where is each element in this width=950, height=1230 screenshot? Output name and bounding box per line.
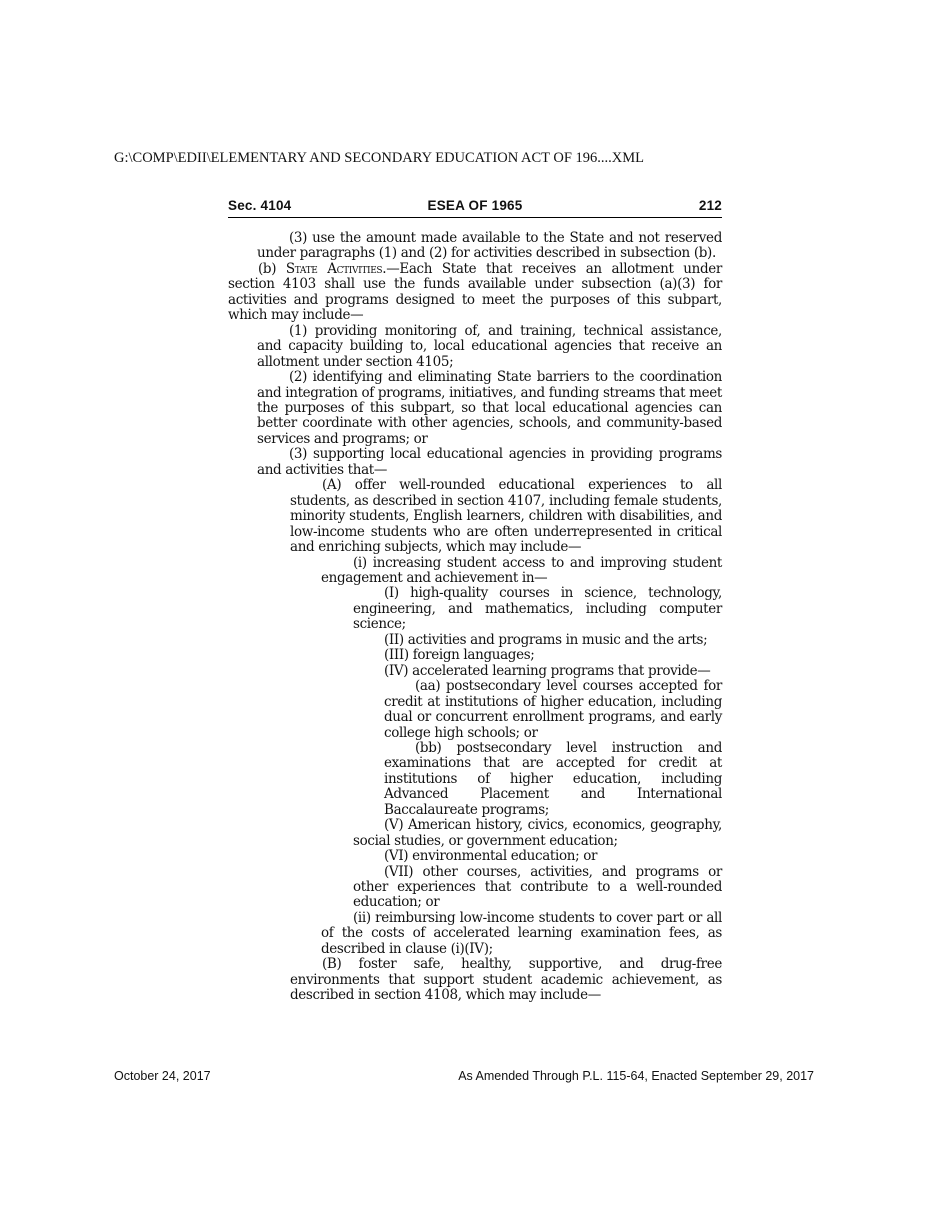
paragraph-b1: (1) providing monitoring of, and training, technical assistance, and capacity building to, local educational agencies that receive an allotment under section 4105; bbox=[257, 322, 722, 370]
footer-amended-through: As Amended Through P.L. 115-64, Enacted September 29, 2017 bbox=[458, 1069, 814, 1083]
paragraph-b-text: .—Each State that receives an allotment under section 4103 shall use the funds available under subsection (a)(3) for activities and programs designed to meet the purposes of this subpart, which may include— bbox=[228, 260, 722, 324]
paragraph-b3: (3) supporting local educational agencies in providing programs and activities that— bbox=[257, 446, 722, 478]
act-title: ESEA OF 1965 bbox=[427, 198, 523, 213]
paragraph-b-heading: State Activities bbox=[285, 260, 383, 277]
item-aa: (aa) postsecondary level courses accepted for credit at institutions of higher education, including dual or concurrent enrollment programs, and early college high schools; or bbox=[384, 678, 722, 741]
clause-i: (i) increasing student access to and improving student engagement and achievement in— bbox=[321, 554, 722, 586]
document-body bbox=[228, 231, 722, 1004]
clause-ii: (ii) reimbursing low-income students to cover part or all of the costs of accelerated learning examination fees, as described in clause (i)(IV); bbox=[321, 909, 722, 957]
running-head bbox=[228, 198, 722, 218]
page-number: 212 bbox=[698, 198, 722, 213]
subclause-IV: (IV) accelerated learning programs that provide— bbox=[384, 662, 711, 679]
subclause-VI: (VI) environmental education; or bbox=[384, 848, 598, 865]
subclause-VII: (VII) other courses, activities, and programs or other experiences that contribute to a well-rounded education; or bbox=[353, 863, 722, 911]
subclause-II: (II) activities and programs in music and the arts; bbox=[384, 631, 708, 648]
item-bb: (bb) postsecondary level instruction and examinations that are accepted for credit at institutions of higher education, including Advanced Placement and International Baccalaureate programs; bbox=[384, 739, 722, 818]
subparagraph-B: (B) foster safe, healthy, supportive, and drug-free environments that support student academic achievement, as described in section 4108, which may include— bbox=[290, 956, 722, 1004]
subclause-III: (III) foreign languages; bbox=[384, 647, 535, 664]
paragraph-b bbox=[228, 262, 722, 324]
paragraph-b2: (2) identifying and eliminating State barriers to the coordination and integration of programs, initiatives, and funding streams that meet the purposes of this subpart, so that local educational agencies can better coordinate with other agencies, schools, and community-based services and programs; or bbox=[257, 369, 722, 447]
subclause-V: (V) American history, civics, economics, geography, social studies, or government education; bbox=[353, 817, 722, 849]
subparagraph-A: (A) offer well-rounded educational experiences to all students, as described in section 4107, including female students, minority students, English learners, children with disabilities, and low-income students who are often underrepresented in critical and enriching subjects, which may include— bbox=[290, 477, 722, 556]
footer-date: October 24, 2017 bbox=[114, 1069, 211, 1083]
subclause-I: (I) high-quality courses in science, technology, engineering, and mathematics, including computer science; bbox=[353, 585, 722, 633]
file-path-header: G:\COMP\EDII\ELEMENTARY AND SECONDARY EDUCATION ACT OF 196....XML bbox=[114, 150, 644, 166]
paragraph-a3: (3) use the amount made available to the State and not reserved under paragraphs (1) and (2) for activities described in subsection (b). bbox=[257, 230, 722, 262]
paragraph-b-prefix: (b) bbox=[258, 260, 286, 277]
section-number: Sec. 4104 bbox=[228, 198, 292, 213]
